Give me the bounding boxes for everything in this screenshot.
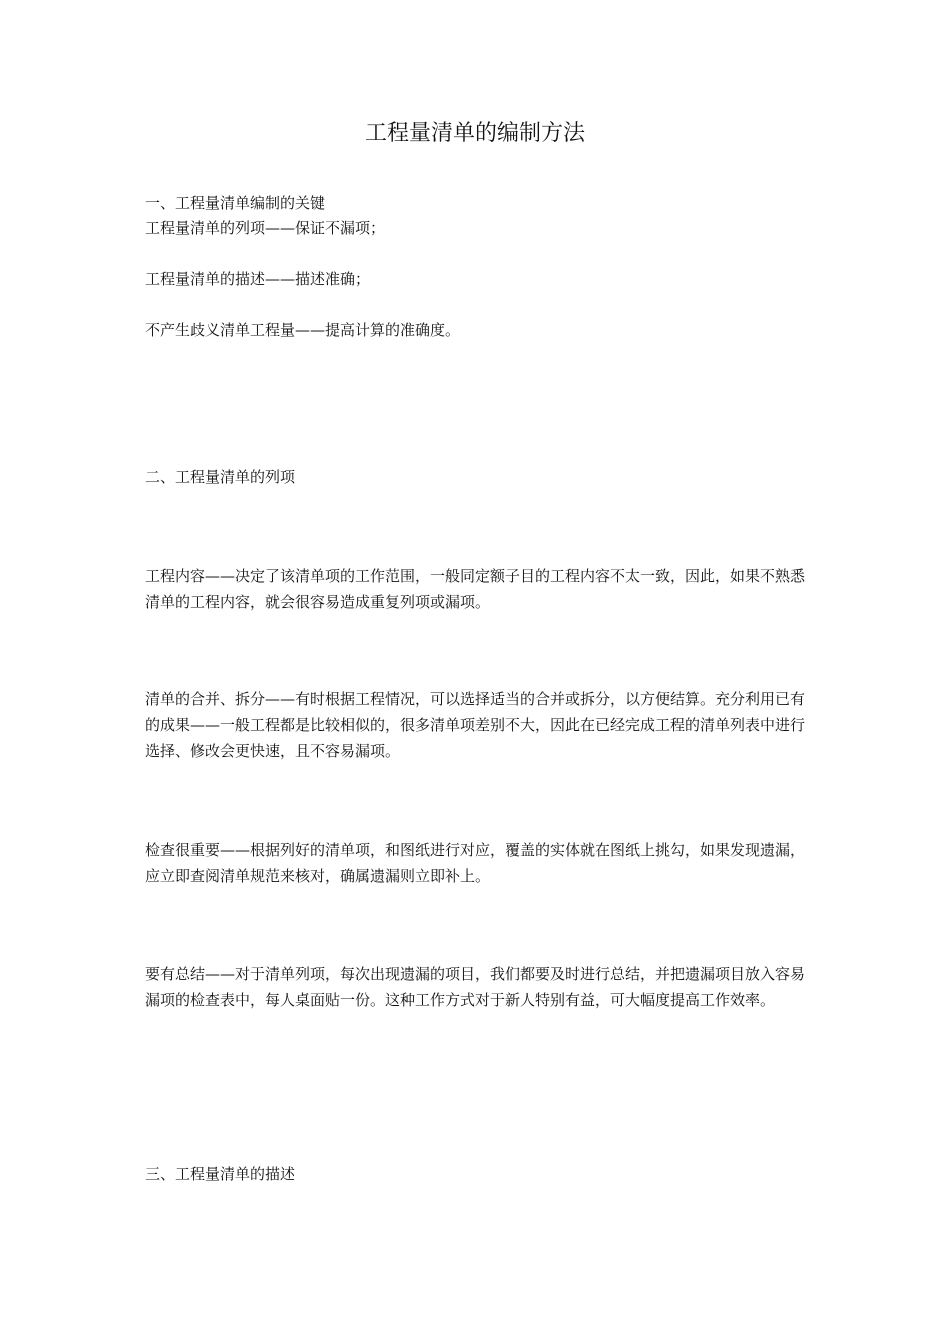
- section-2-paragraph-1: 工程内容——决定了该清单项的工作范围，一般同定额子目的工程内容不太一致，因此，如果不熟悉清单的工程内容，就会很容易造成重复列项或漏项。: [145, 567, 806, 611]
- section-1-heading: 一、工程量清单编制的关键: [145, 194, 326, 212]
- section-1-paragraph-3: 不产生歧义清单工程量——提高计算的准确度。: [145, 321, 461, 339]
- section-2-paragraph-4: 要有总结——对于清单列项，每次出现遗漏的项目，我们都要及时进行总结，并把遗漏项目放入容易漏项的检查表中，每人桌面贴一份。这种工作方式对于新人特别有益，可大幅度提高工作效率。: [145, 965, 806, 1009]
- section-2-paragraph-2: 清单的合并、拆分——有时根据工程情况，可以选择适当的合并或拆分，以方便结算。充分利用已有的成果——一般工程都是比较相似的，很多清单项差别不大，因此在已经完成工程的清单列表中进行选择、修改会更快速，且不容易漏项。: [145, 690, 806, 760]
- section-1-paragraph-2: 工程量清单的描述——描述准确；: [145, 270, 371, 288]
- section-2-heading: 二、工程量清单的列项: [145, 468, 296, 486]
- document-title: 工程量清单的编制方法: [364, 121, 585, 146]
- section-2-paragraph-3: 检查很重要——根据列好的清单项，和图纸进行对应，覆盖的实体就在图纸上挑勾，如果发现遗漏，应立即查阅清单规范来核对，确属遗漏则立即补上。: [145, 841, 806, 885]
- section-3-heading: 三、工程量清单的描述: [145, 1165, 296, 1183]
- section-1-paragraph-1: 工程量清单的列项——保证不漏项；: [145, 219, 386, 237]
